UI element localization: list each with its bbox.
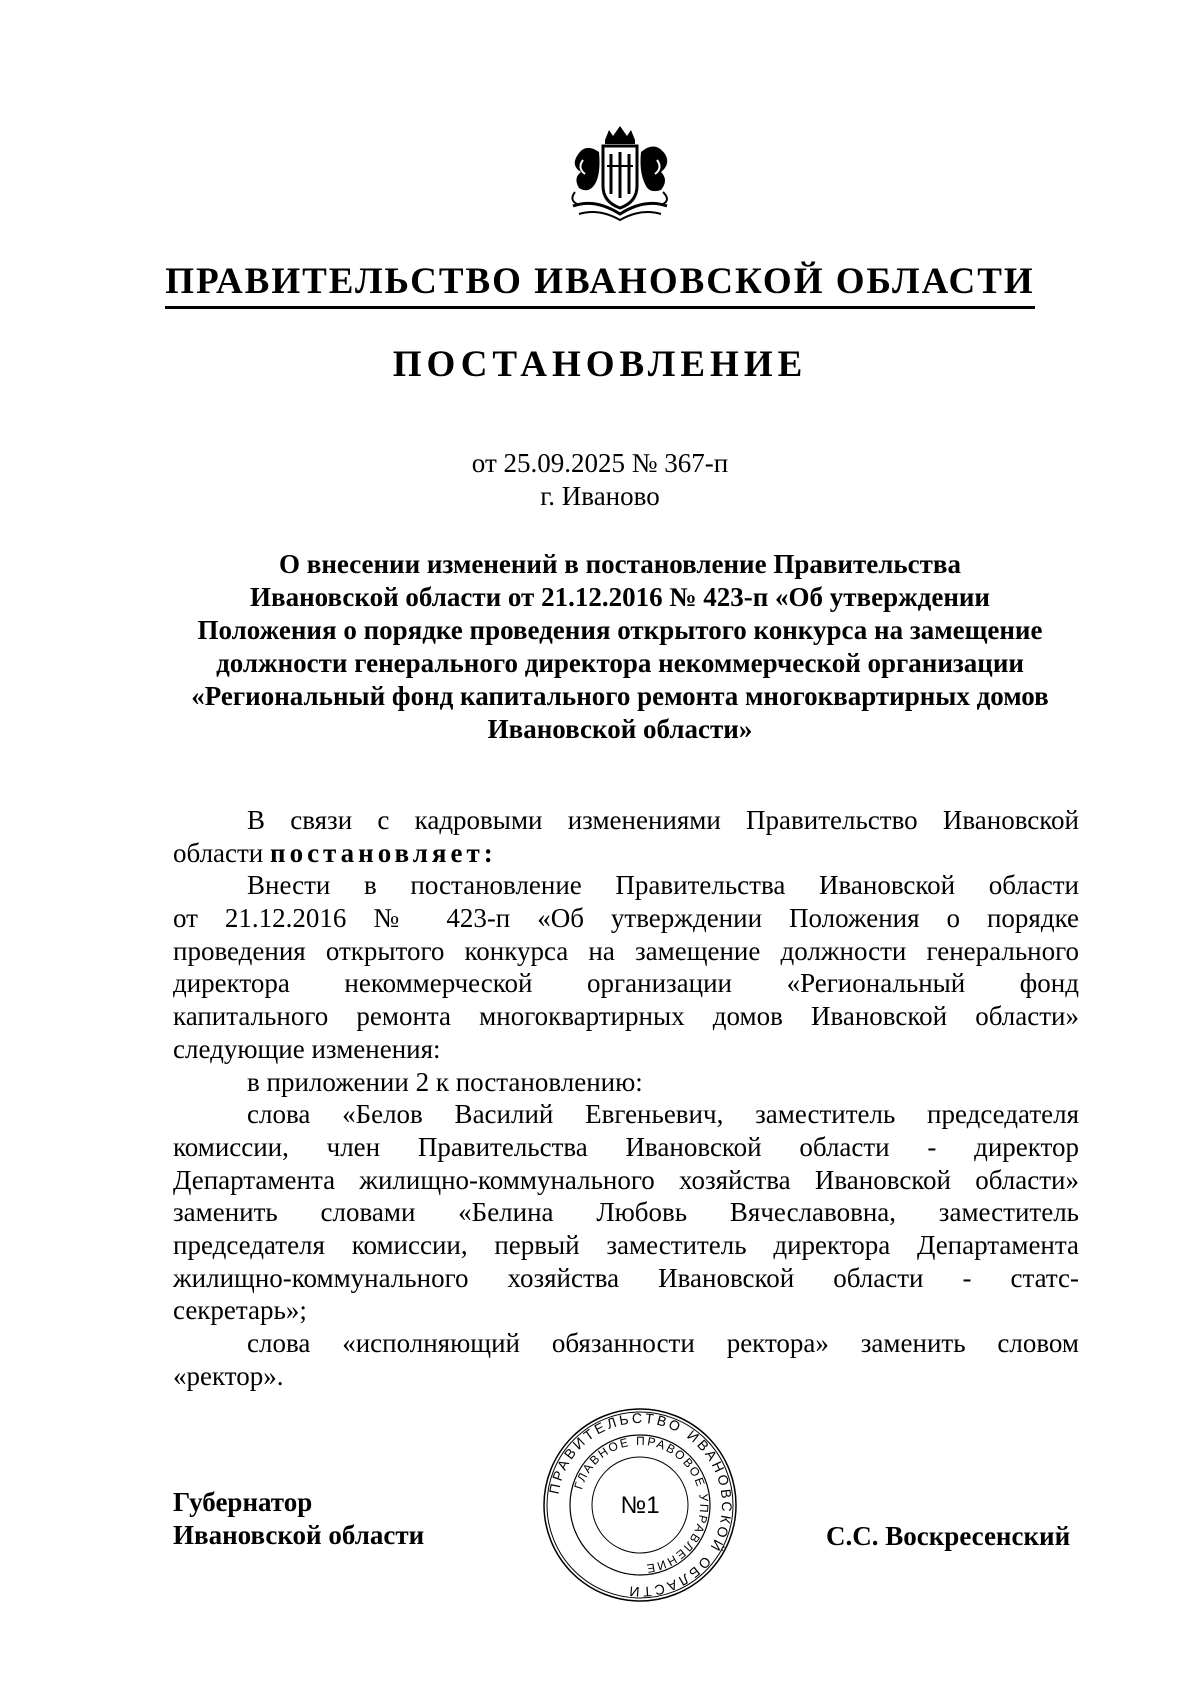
position-line: Губернатор — [173, 1487, 313, 1517]
body-line: жилищно-коммунального хозяйства Ивановской области - статс- — [173, 1262, 1079, 1293]
subject-line: Положения о порядке проведения открытого конкурса на замещение — [197, 615, 1043, 645]
body-line: проведения открытого конкурса на замещение должности генерального — [173, 935, 1079, 966]
body-line: слова «Белов Василий Евгеньевич, заместитель председателя — [247, 1099, 1079, 1130]
document-subject — [160, 548, 1080, 746]
signatory-position — [173, 1486, 424, 1552]
body-line: председателя комиссии, первый заместитель директора Департамента — [173, 1229, 1079, 1260]
body-line: от 21.12.2016 № 423-п «Об утверждении Положения о порядке — [173, 903, 1079, 934]
position-line: Ивановской области — [173, 1520, 425, 1550]
subject-line: Ивановской области от 21.12.2016 № 423-п «Об утверждении — [250, 582, 990, 612]
body-line: директора некоммерческой организации «Региональный фонд — [173, 968, 1079, 999]
city: г. Иваново — [540, 481, 660, 511]
body-line — [173, 837, 1079, 870]
body-line: секретарь»; — [173, 1295, 307, 1326]
body-line: комиссии, член Правительства Ивановской области - директор — [173, 1131, 1079, 1162]
body-line: Внести в постановление Правительства Ивановской области — [247, 870, 1079, 901]
date-number: от 25.09.2025 № 367-п — [471, 448, 729, 478]
resolution-keyword: постановляет: — [270, 837, 497, 868]
organization-title: ПРАВИТЕЛЬСТВО ИВАНОВСКОЙ ОБЛАСТИ — [0, 260, 1200, 303]
body-line: капитального ремонта многоквартирных домов Ивановской области» — [173, 1001, 1079, 1032]
body-line: следующие изменения: — [173, 1033, 441, 1064]
official-stamp — [540, 1405, 740, 1605]
stamp-inner-text: ГЛАВНОЕ ПРАВОВОЕ УПРАВЛЕНИЕ — [571, 1433, 712, 1576]
subject-line: Ивановской области» — [487, 714, 753, 744]
stamp-outer-text: ПРАВИТЕЛЬСТВО ИВАНОВСКОЙ ОБЛАСТИ — [545, 1409, 736, 1601]
body-line: В связи с кадровыми изменениями Правительство Ивановской — [247, 805, 1079, 835]
body-line: слова «исполняющий обязанности ректора» заменить словом — [247, 1328, 1079, 1358]
document-body — [173, 804, 1079, 1392]
signatory-name: С.С. Воскресенский — [826, 1521, 1071, 1551]
document-type: ПОСТАНОВЛЕНИЕ — [392, 344, 808, 385]
body-text: области — [173, 837, 271, 868]
subject-line: «Региональный фонд капитального ремонта многоквартирных домов — [191, 681, 1049, 711]
body-line: Департамента жилищно-коммунального хозяйства Ивановской области» — [173, 1164, 1079, 1195]
subject-line: должности генерального директора некоммерческой организации — [216, 648, 1024, 678]
body-line: «ректор». — [173, 1360, 284, 1391]
coat-of-arms-icon — [555, 122, 685, 227]
stamp-number: №1 — [620, 1492, 660, 1519]
body-line: заменить словами «Белина Любовь Вячеславовна, заместитель — [173, 1197, 1079, 1228]
body-line: в приложении 2 к постановлению: — [247, 1066, 643, 1097]
subject-line: О внесении изменений в постановление Правительства — [279, 549, 961, 579]
